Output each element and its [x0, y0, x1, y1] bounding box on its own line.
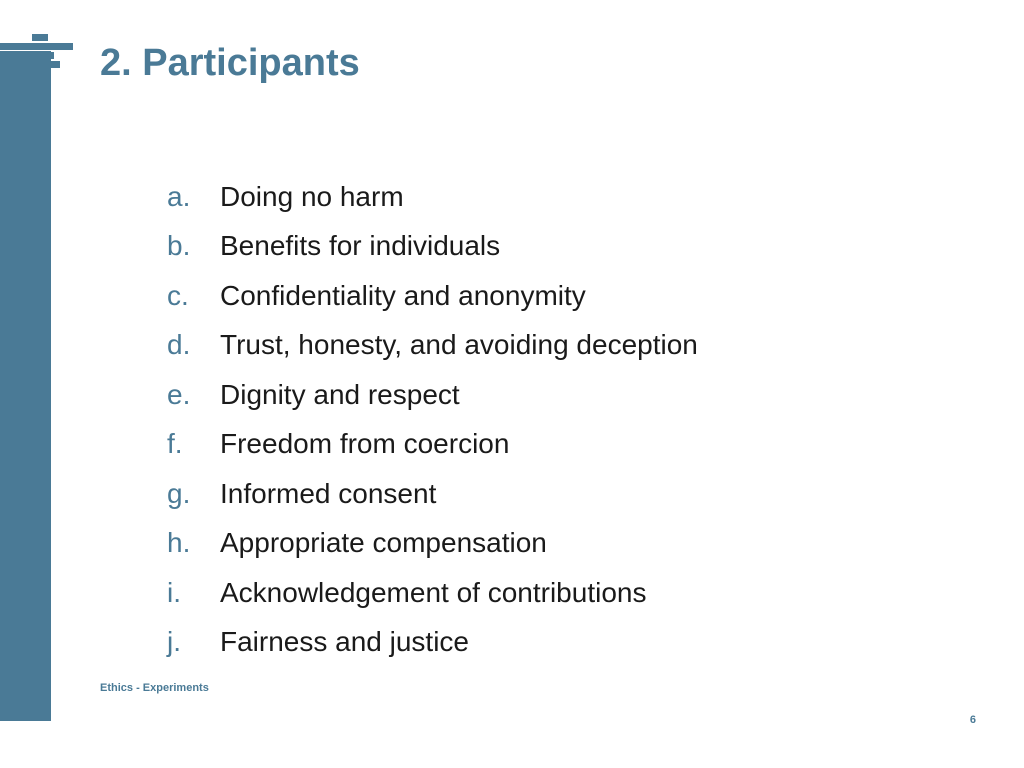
list-item [167, 469, 698, 519]
list-item-text: Doing no harm [220, 180, 404, 212]
list-marker: j. [167, 626, 181, 658]
list-item [167, 519, 698, 569]
horizontal-bars-logo-icon [0, 0, 80, 90]
list-marker: g. [167, 477, 191, 509]
list-item [167, 271, 698, 321]
list-marker: a. [167, 180, 191, 212]
list-item [167, 370, 698, 420]
list-marker: i. [167, 576, 181, 608]
list-item-text: Trust, honesty, and avoiding deception [220, 329, 698, 361]
list-item-text: Benefits for individuals [220, 230, 501, 262]
list-item-text: Fairness and justice [220, 626, 470, 658]
page-number: 6 [969, 714, 976, 726]
list-item-text: Confidentiality and anonymity [220, 279, 586, 311]
list-marker: c. [167, 279, 189, 311]
list-item [167, 222, 698, 272]
list-item-text: Appropriate compensation [220, 527, 547, 559]
list-item-text: Freedom from coercion [220, 428, 510, 460]
slide-title: 2. Participants [100, 42, 360, 84]
list-marker: b. [167, 230, 191, 262]
list-item [167, 172, 698, 222]
list-item-text: Dignity and respect [220, 378, 460, 410]
sidebar-bar [0, 51, 51, 721]
list-marker: f. [167, 428, 183, 460]
list-marker: d. [167, 329, 191, 361]
list-marker: e. [167, 378, 191, 410]
list-item [167, 321, 698, 371]
list-item [167, 618, 698, 668]
list-marker: h. [167, 527, 191, 559]
list-item [167, 568, 698, 618]
list-item [167, 420, 698, 470]
list-item-text: Informed consent [220, 477, 437, 509]
principles-list [167, 172, 698, 667]
footer-text: Ethics - Experiments [100, 682, 209, 694]
list-item-text: Acknowledgement of contributions [220, 576, 647, 608]
